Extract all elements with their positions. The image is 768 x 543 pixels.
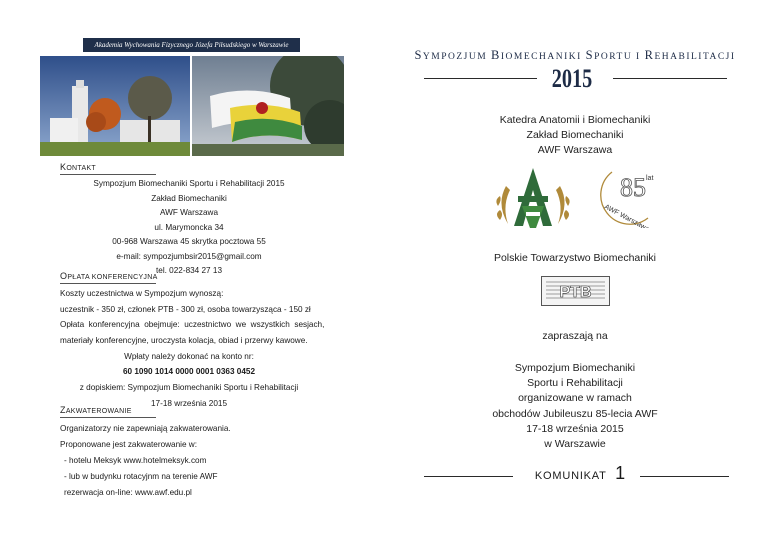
communique-label: KOMUNIKAT	[534, 470, 607, 482]
fee-includes-cont: materiały konferencyjne, uroczysta kolacja, obiad i przerwy kawowe.	[60, 336, 308, 345]
organizer-block	[460, 113, 690, 158]
payment-info: Wpłaty należy dokonać na konto nr:	[124, 352, 254, 361]
communique-heading	[530, 463, 630, 484]
symposium-title: SYMPOZJUM BIOMECHANIKI SPORTU I REHABILITACJI	[414, 48, 736, 62]
fee-heading: OPŁATA KONFERENCYJNA	[60, 271, 158, 281]
contact-line: Zakład Biomechaniki	[151, 193, 227, 203]
contact-line: Sympozjum Biomechaniki Sportu i Rehabilitacji 2015	[93, 179, 285, 188]
event-line: organizowane w ramach	[518, 392, 632, 405]
accommodation-divider	[60, 417, 156, 418]
accommodation-proposal: Proponowane jest zakwaterowanie w:	[60, 440, 197, 449]
contact-phone: tel. 022-834 27 13	[155, 266, 222, 275]
symposium-year: 2015	[551, 64, 593, 93]
contact-divider	[60, 174, 156, 175]
organizer-line: AWF Warszawa	[537, 144, 613, 156]
anniversary-suffix: lat	[646, 175, 654, 182]
campus-photo	[40, 56, 344, 156]
communique-line-right	[640, 476, 729, 477]
accommodation-option: - lub w budynku rotacyjnm na terenie AWF	[64, 472, 218, 481]
awf-logo	[492, 166, 574, 232]
event-description	[440, 361, 710, 452]
contact-line: ul. Marymoncka 34	[154, 222, 224, 232]
event-line: obchodów Jubileuszu 85-lecia AWF	[492, 407, 658, 420]
anniversary-85-logo	[590, 166, 660, 228]
organizer-line: Katedra Anatomii i Biomechaniki	[499, 114, 651, 126]
event-line: Sportu i Rehabilitacji	[527, 377, 623, 390]
fee-intro: Koszty uczestnictwa w Sympozjum wynoszą:	[60, 289, 224, 298]
communique-line-left	[424, 476, 513, 477]
academy-banner: Akademia Wychowania Fizycznego Józefa Piłsudskiego w Warszawie	[83, 38, 300, 52]
anniversary-number: 85	[620, 173, 646, 202]
society-name: Polskie Towarzystwo Biomechaniki	[493, 252, 657, 264]
accommodation-option: - hotelu Meksyk www.hotelmeksyk.com	[64, 456, 207, 465]
fee-includes: Opłata konferencyjna obejmuje: uczestnictwo we wszystkich sesjach,	[60, 320, 325, 329]
contact-line: AWF Warszawa	[159, 208, 219, 217]
contact-details	[60, 177, 318, 279]
fee-divider	[60, 283, 156, 284]
accommodation-note: Organizatorzy nie zapewniają zakwaterowania.	[60, 424, 231, 433]
event-location: w Warszawie	[544, 438, 606, 451]
contact-heading: KONTAKT	[60, 162, 96, 172]
invite-text: zapraszają na	[542, 330, 608, 342]
accommodation-heading: ZAKWATEROWANIE	[60, 405, 132, 415]
event-dates: 17-18 września 2015	[526, 422, 624, 435]
transfer-dates: 17-18 września 2015	[150, 399, 227, 408]
organizer-line: Zakład Biomechaniki	[526, 129, 624, 141]
transfer-note: z dopiskiem: Sympozjum Biomechaniki Sportu i Rehabilitacji	[79, 383, 299, 392]
ptb-logo	[541, 276, 610, 306]
contact-email: e-mail: sympozjumbsir2015@gmail.com	[116, 251, 262, 261]
ptb-logo-text: PTB	[559, 284, 592, 301]
event-line: Sympozjum Biomechaniki	[514, 362, 636, 374]
title-line-right	[613, 78, 727, 79]
anniversary-text: AWF Warszawa	[603, 203, 651, 228]
fee-prices: uczestnik - 350 zł, członek PTB - 300 zł, osoba towarzysząca - 150 zł	[60, 305, 311, 314]
communique-number: 1	[615, 463, 626, 483]
title-line-left	[424, 78, 537, 79]
contact-line: 00-968 Warszawa 45 skrytka pocztowa 55	[112, 237, 266, 246]
bank-account: 60 1090 1014 0000 0001 0363 0452	[122, 367, 256, 376]
accommodation-booking: rezerwacja on-line: www.awf.edu.pl	[64, 488, 192, 497]
